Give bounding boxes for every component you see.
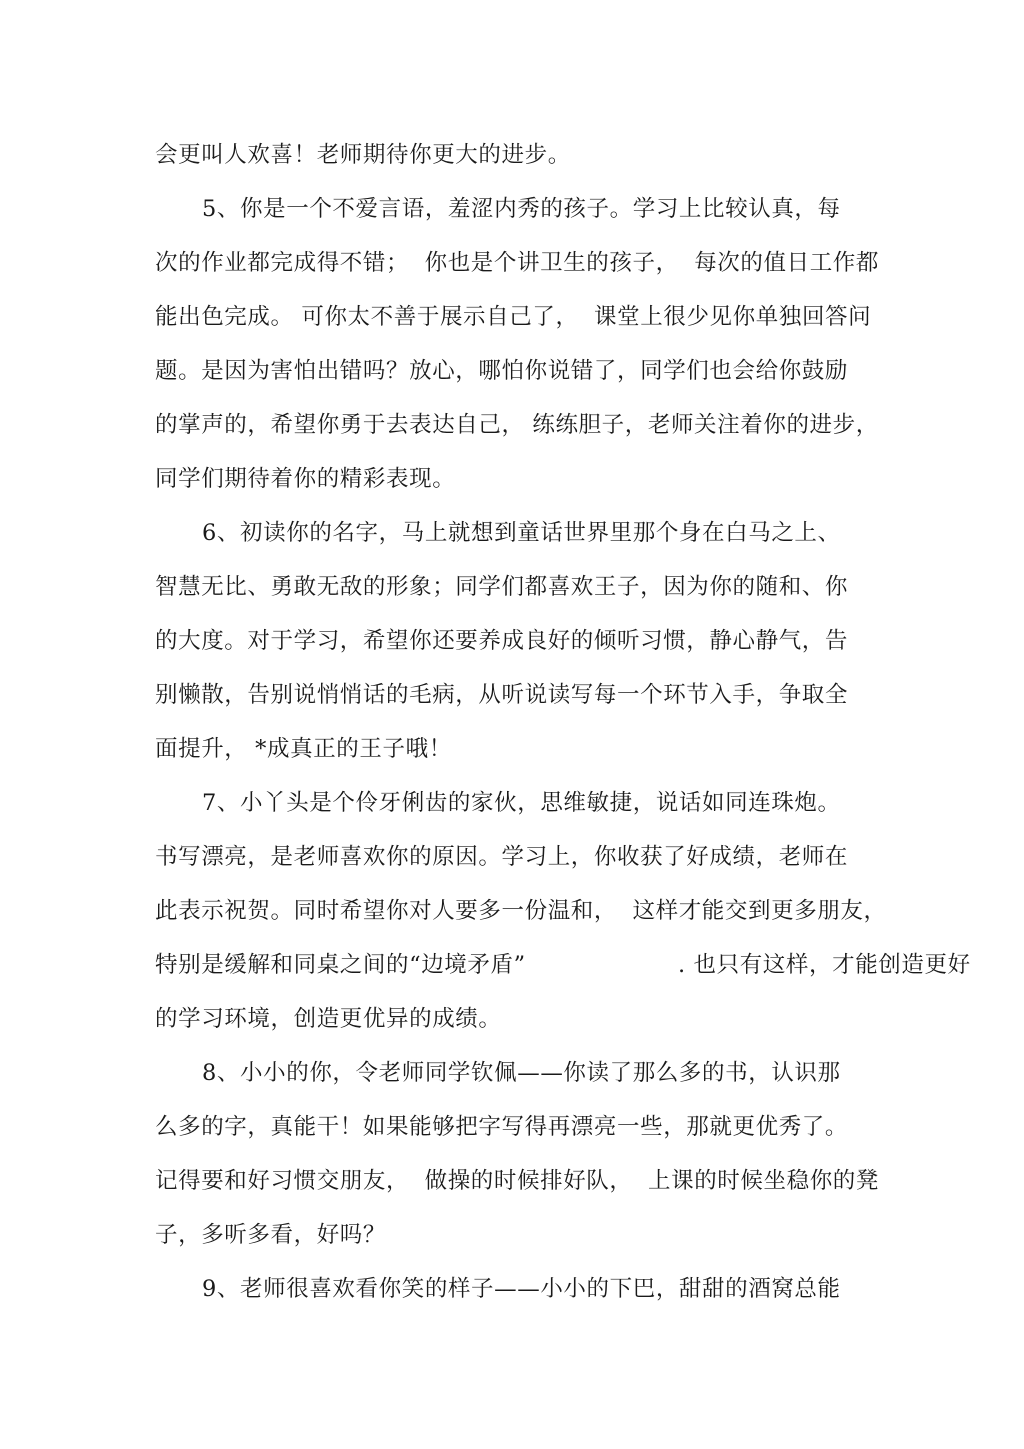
paragraph-6-line-2: 智慧无比、勇敢无敌的形象；同学们都喜欢王子，因为你的随和、你	[155, 574, 849, 600]
paragraph-6-line-4: 别懒散，告别说悄悄话的毛病，从听说读写每一个环节入手，争取全	[155, 682, 849, 708]
paragraph-5-line-4: 题。是因为害怕出错吗？放心，哪怕你说错了，同学们也会给你鼓励	[155, 358, 849, 384]
paragraph-7-line-4-start: 特别是缓解和同桌之间的“边境矛盾”	[155, 952, 526, 978]
paragraph-7-line-1: 7、小丫头是个伶牙俐齿的家伙，思维敏捷，说话如同连珠炮。	[202, 790, 841, 816]
paragraph-6-line-5: 面提升， *成真正的王子哦！	[155, 736, 452, 762]
paragraph-7-line-4-end: . 也只有这样，才能创造更好	[678, 952, 971, 978]
paragraph-5-line-2: 次的作业都完成得不错； 你也是个讲卫生的孩子， 每次的值日工作都	[155, 250, 880, 276]
paragraph-8-line-2: 么多的字，真能干！如果能够把字写得再漂亮一些，那就更优秀了。	[155, 1114, 849, 1140]
paragraph-5-line-3: 能出色完成。 可你太不善于展示自己了， 课堂上很少见你单独回答问	[155, 304, 872, 330]
paragraph-8-line-1: 8、小小的你，令老师同学钦佩——你读了那么多的书，认识那	[202, 1060, 841, 1086]
paragraph-7-line-2: 书写漂亮，是老师喜欢你的原因。学习上，你收获了好成绩，老师在	[155, 844, 849, 870]
text-line-1: 会更叫人欢喜！老师期待你更大的进步。	[155, 142, 571, 168]
paragraph-5-line-1: 5、你是一个不爱言语，羞涩内秀的孩子。学习上比较认真，每	[202, 196, 841, 222]
paragraph-7-line-5: 的学习环境，创造更优异的成绩。	[155, 1006, 502, 1032]
paragraph-7-line-3: 此表示祝贺。同时希望你对人要多一份温和， 这样才能交到更多朋友，	[155, 898, 887, 924]
paragraph-9-line-1: 9、老师很喜欢看你笑的样子——小小的下巴，甜甜的酒窝总能	[202, 1276, 841, 1302]
paragraph-5-line-6: 同学们期待着你的精彩表现。	[155, 466, 456, 492]
paragraph-5-line-5: 的掌声的，希望你勇于去表达自己， 练练胆子，老师关注着你的进步，	[155, 412, 879, 438]
paragraph-6-line-3: 的大度。对于学习，希望你还要养成良好的倾听习惯，静心静气，告	[155, 628, 849, 654]
paragraph-8-line-4: 子，多听多看，好吗？	[155, 1222, 387, 1248]
paragraph-8-line-3: 记得要和好习惯交朋友， 做操的时候排好队， 上课的时候坐稳你的凳	[155, 1168, 880, 1194]
paragraph-6-line-1: 6、初读你的名字，马上就想到童话世界里那个身在白马之上、	[202, 520, 841, 546]
